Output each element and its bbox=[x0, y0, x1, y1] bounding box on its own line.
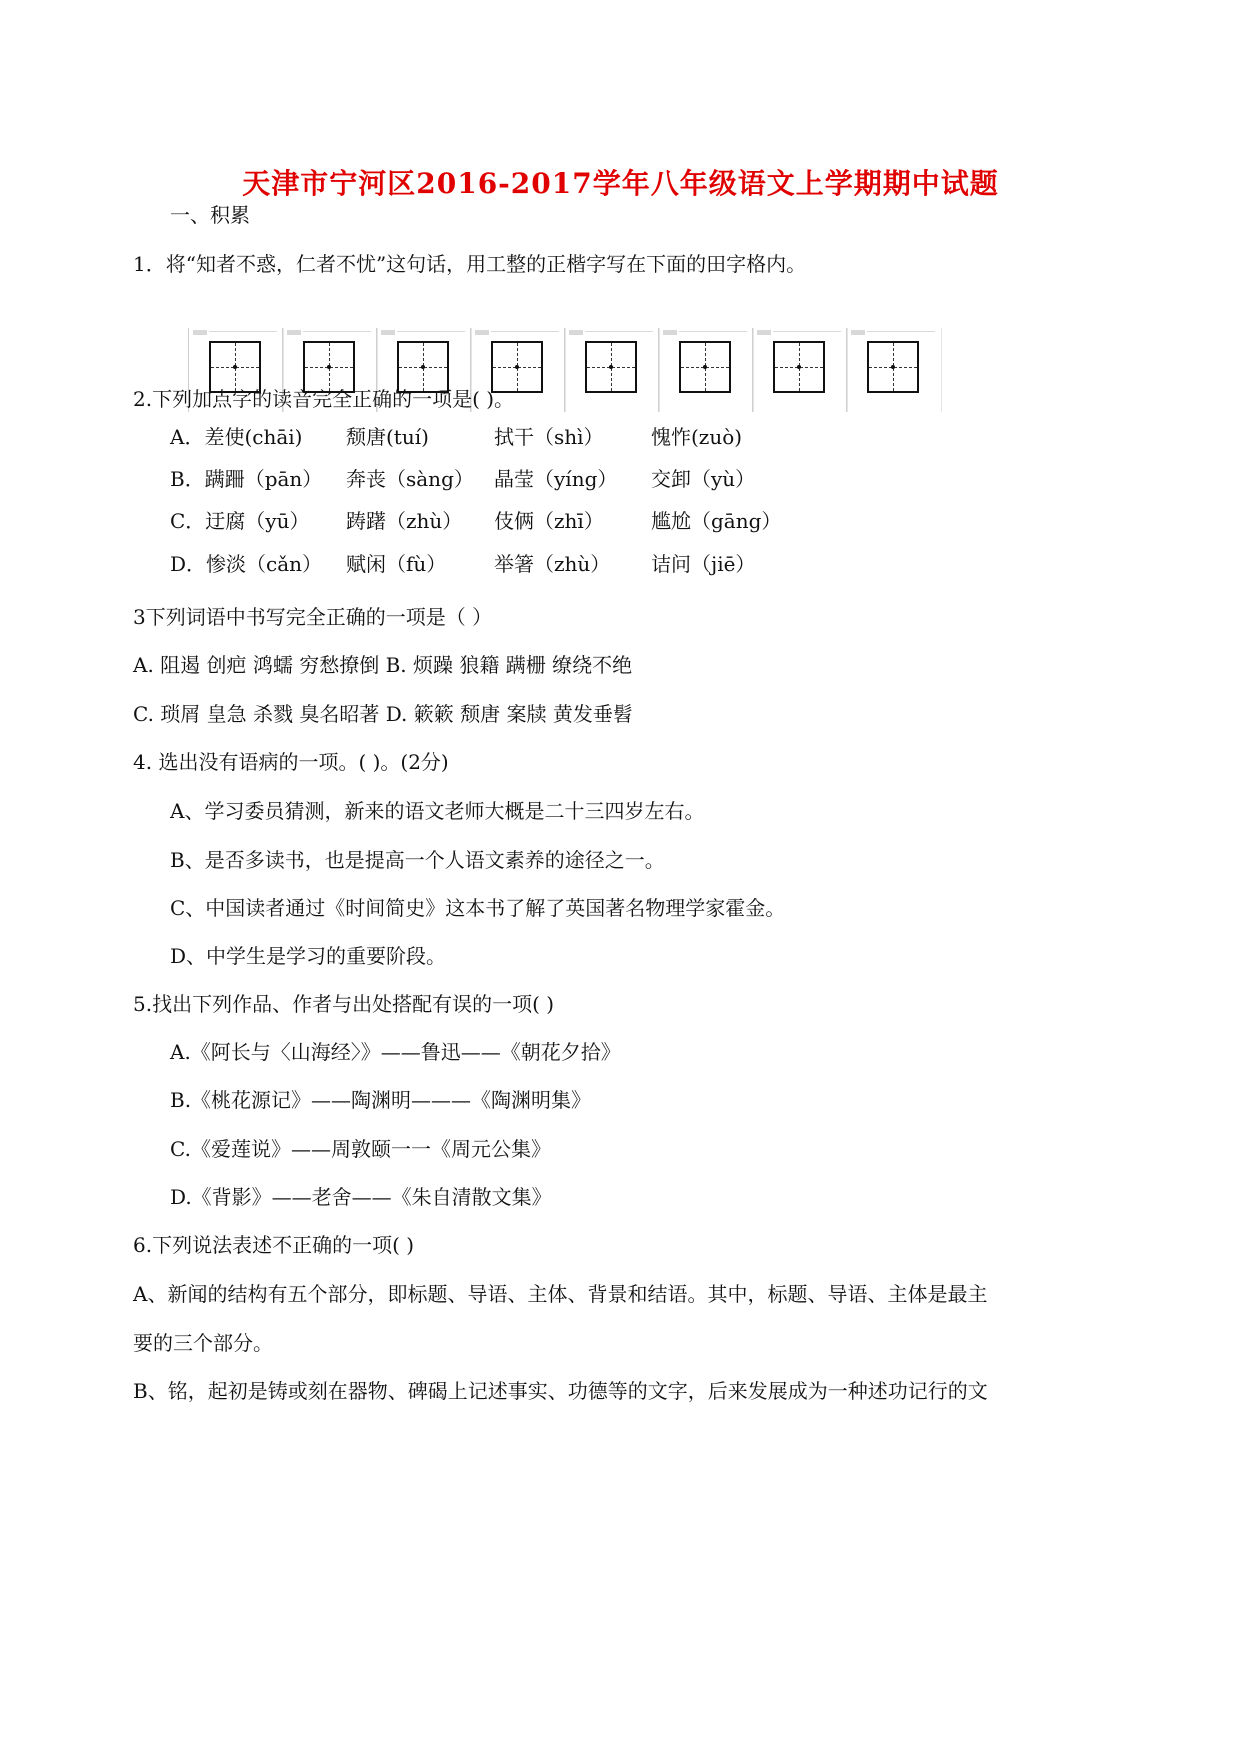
question-1: 1．将“知者不惑，仁者不忧”这句话，用工整的正楷字写在下面的田字格内。 bbox=[133, 252, 807, 276]
question-5: 5.找出下列作品、作者与出处搭配有误的一项( ) bbox=[133, 992, 555, 1016]
q3-options-line-2: C. 琐屑 皇急 杀戮 臭名昭著 D. 簌簌 颓唐 案牍 黄发垂髫 bbox=[133, 702, 633, 726]
question-3: 3下列词语中书写完全正确的一项是（ ） bbox=[133, 605, 493, 629]
q3-options-line-1: A. 阻遏 创疤 鸿蠕 穷愁撩倒 B. 烦躁 狼籍 蹒栅 缭绕不绝 bbox=[133, 653, 633, 677]
section-heading: 一、积累 bbox=[170, 203, 250, 227]
q4-option: B、是否多读书，也是提高一个人语文素养的途径之一。 bbox=[170, 848, 665, 872]
tianzi-cell bbox=[564, 328, 660, 412]
q5-option: A.《阿长与〈山海经〉》——鲁迅——《朝花夕拾》 bbox=[170, 1040, 621, 1064]
q2-option: 举箸（zhù） bbox=[494, 552, 611, 576]
q5-option: D.《背影》——老舍——《朱自清散文集》 bbox=[170, 1185, 552, 1209]
q2-option: 诘问（jiē） bbox=[651, 552, 756, 576]
tianzi-cell bbox=[658, 328, 754, 412]
q2-option: 奔丧（sàng） bbox=[346, 467, 474, 491]
q2-option: A．差使(chāi) bbox=[170, 425, 303, 449]
tianzi-cell bbox=[752, 328, 848, 412]
q2-option: D．惨淡（cǎn） bbox=[170, 552, 323, 576]
question-6: 6.下列说法表述不正确的一项( ) bbox=[133, 1233, 415, 1257]
question-4: 4. 选出没有语病的一项。( )。(2分) bbox=[133, 750, 449, 774]
q2-option: 愧怍(zuò) bbox=[651, 425, 743, 449]
q5-option: C.《爱莲说》——周敦颐一一《周元公集》 bbox=[170, 1137, 551, 1161]
question-2: 2.下列加点字的读音完全正确的一项是( )。 bbox=[133, 387, 515, 411]
q4-option: D、中学生是学习的重要阶段。 bbox=[170, 944, 447, 968]
page-title: 天津市宁河区2016-2017学年八年级语文上学期期中试题 bbox=[242, 167, 999, 200]
q2-option: B．蹒跚（pān） bbox=[170, 467, 323, 491]
q6-option-a-line-2: 要的三个部分。 bbox=[133, 1331, 273, 1355]
q6-option-b-line-1: B、铭，起初是铸或刻在器物、碑碣上记述事实、功德等的文字，后来发展成为一种述功记行的文 bbox=[133, 1379, 988, 1403]
q2-option: C．迂腐（yū） bbox=[170, 509, 310, 533]
q2-option: 赋闲（fù） bbox=[346, 552, 447, 576]
q2-option: 交卸（yù） bbox=[651, 467, 756, 491]
q4-option: C、中国读者通过《时间简史》这本书了解了英国著名物理学家霍金。 bbox=[170, 896, 786, 920]
q2-option: 颓唐(tuí) bbox=[346, 425, 429, 449]
q4-option: A、学习委员猜测，新来的语文老师大概是二十三四岁左右。 bbox=[170, 799, 705, 823]
q5-option: B.《桃花源记》——陶渊明———《陶渊明集》 bbox=[170, 1088, 592, 1112]
q2-option: 晶莹（yíng） bbox=[494, 467, 618, 491]
tianzi-cell bbox=[846, 328, 942, 412]
q2-option: 拭干（shì） bbox=[494, 425, 604, 449]
q2-option: 尴尬（gāng） bbox=[651, 509, 782, 533]
q2-option: 伎俩（zhī） bbox=[494, 509, 604, 533]
q2-option: 踌躇（zhù） bbox=[346, 509, 463, 533]
q6-option-a-line-1: A、新闻的结构有五个部分，即标题、导语、主体、背景和结语。其中，标题、导语、主体是最主 bbox=[133, 1282, 988, 1306]
